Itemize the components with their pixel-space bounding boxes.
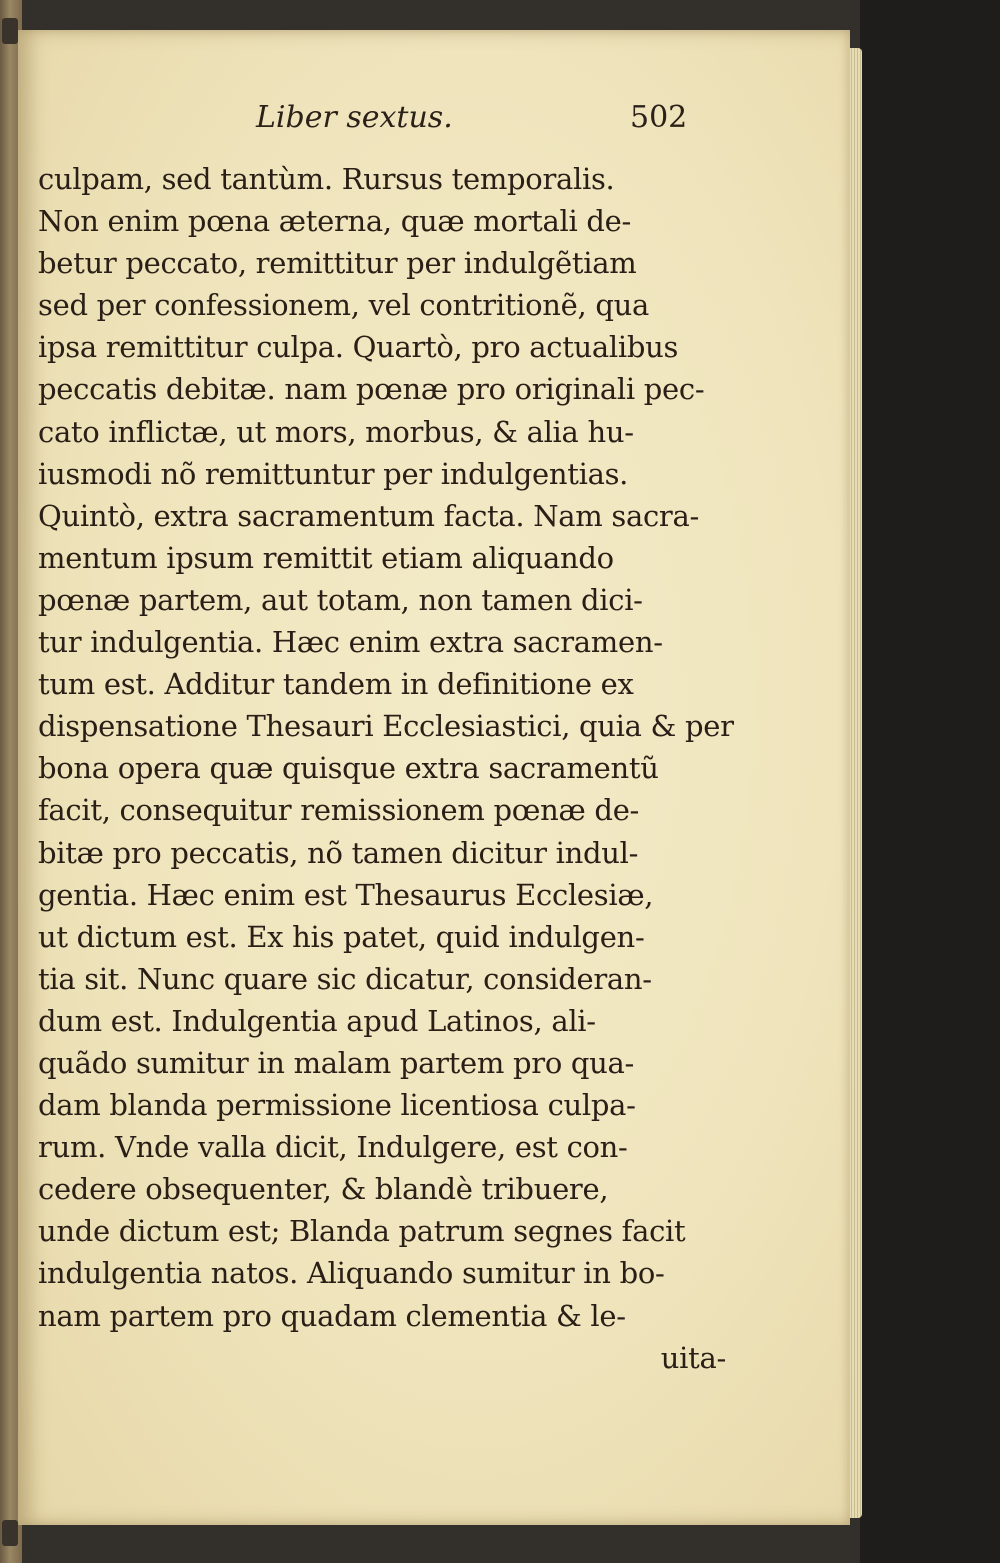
- text-line: peccatis debitæ. nam pœnæ pro originali pec-: [38, 372, 705, 407]
- text-line: betur peccato, remittitur per indulgẽtiam: [38, 246, 637, 281]
- text-line: unde dictum est; Blanda patrum segnes facit: [38, 1214, 686, 1249]
- text-line: ipsa remittitur culpa. Quartò, pro actualibus: [38, 330, 679, 365]
- text-line: gentia. Hæc enim est Thesaurus Ecclesiæ,: [38, 877, 654, 912]
- text-line: bitæ pro peccatis, nõ tamen dicitur indul-: [38, 835, 639, 870]
- text-line: rum. Vnde valla dicit, Indulgere, est con-: [38, 1130, 628, 1165]
- text-line: bona opera quæ quisque extra sacramentũ: [38, 751, 659, 786]
- scan-backdrop: [860, 0, 1000, 1563]
- text-line: cato inflictæ, ut mors, morbus, & alia hu-: [38, 414, 634, 449]
- text-line: Quintò, extra sacramentum facta. Nam sacra-: [38, 498, 699, 533]
- book-page: [18, 30, 850, 1525]
- catchword: uita-: [660, 1340, 726, 1375]
- text-line: quãdo sumitur in malam partem pro qua-: [38, 1045, 635, 1080]
- body-text: [38, 158, 734, 1379]
- text-line: mentum ipsum remittit etiam aliquando: [38, 540, 614, 575]
- text-line: sed per confessionem, vel contritionẽ, qua: [38, 288, 649, 323]
- text-line: facit, consequitur remissionem pœnæ de-: [38, 793, 640, 828]
- text-line: culpam, sed tantùm. Rursus temporalis.: [38, 162, 615, 196]
- text-line: dum est. Indulgentia apud Latinos, ali-: [38, 1003, 596, 1038]
- text-line: tia sit. Nunc quare sic dicatur, consideran-: [38, 961, 652, 996]
- text-line: tum est. Additur tandem in definitione ex: [38, 667, 634, 702]
- page-number: 502: [630, 100, 688, 135]
- spine-band: [2, 18, 18, 44]
- text-line: dam blanda permissione licentiosa culpa-: [38, 1088, 636, 1123]
- running-title: Liber sextus.: [256, 100, 453, 135]
- text-line: dispensatione Thesauri Ecclesiastici, quia & per: [38, 709, 734, 744]
- text-line: Non enim pœna æterna, quæ mortali de-: [38, 204, 632, 239]
- text-line: ut dictum est. Ex his patet, quid indulgen-: [38, 919, 645, 954]
- text-line: iusmodi nõ remittuntur per indulgentias.: [38, 456, 629, 491]
- text-line: nam partem pro quadam clementia & le-: [38, 1298, 626, 1333]
- text-line: indulgentia natos. Aliquando sumitur in bo-: [38, 1256, 665, 1291]
- text-line: tur indulgentia. Hæc enim extra sacramen-: [38, 625, 663, 660]
- text-line: pœnæ partem, aut totam, non tamen dici-: [38, 582, 643, 617]
- spine-band: [2, 1520, 18, 1546]
- text-line: cedere obsequenter, & blandè tribuere,: [38, 1172, 609, 1207]
